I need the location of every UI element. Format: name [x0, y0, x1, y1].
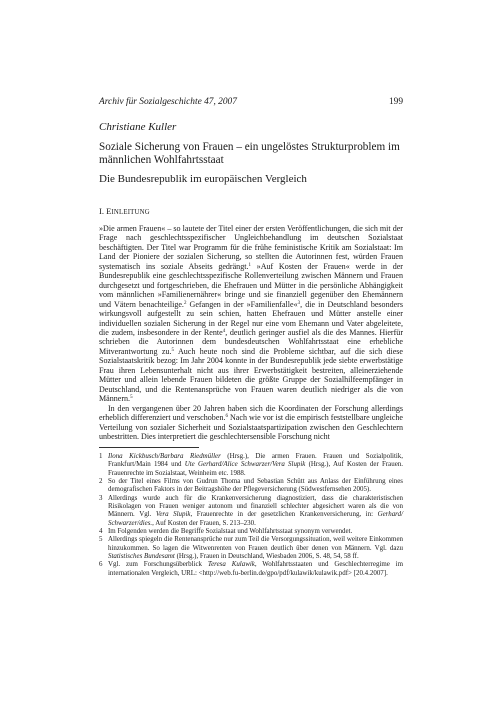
footnote-number: 5: [99, 535, 103, 544]
article-author: Christiane Kuller: [99, 121, 177, 133]
body-text: [99, 224, 403, 441]
footnote-ref-5[interactable]: 5: [171, 347, 175, 353]
footnote-6: [99, 560, 403, 577]
paragraph-1: [99, 224, 403, 404]
footnote-italic-text: Teresa Kulawik: [207, 560, 255, 569]
footnote-text: , Frauenrechte in der gesetzlichen Krankenversicherung, in:: [190, 510, 378, 519]
text-run: »Die armen Frauen« – so lautete der Titel einer der ersten Veröffentlichungen, die sich mit der Frage nach geschlechtsspezifischer Ungleichbehandlung im deutschen Sozialstaat beschäftigten. Der Titel war Programm für die frühe feministische Kritik am Sozialstaat: Im Land der Pioniere der sozialen Sicherung, so stellten die Autorinnen fest, würden Frauen systematisch ins soziale Abseits gedrängt.: [99, 224, 403, 271]
footnote-text: (Hrsg.), Die armen Frauen. Frauen und Sozialpolitik, Frankfurt/Main 1984 und: [108, 452, 404, 469]
footnotes: [99, 452, 403, 577]
footnote-ref-3[interactable]: 3: [297, 300, 301, 306]
footnote-text: Allerdings wurde auch für die Krankenversicherung diagnostiziert, dass die charakteristischen Risikolagen von Frauen weniger autonom und finanziell schlechter abgesichert waren als die von Männern. Vgl.: [108, 493, 403, 519]
footnote-2: [99, 477, 403, 494]
footnote-italic-text: Ilona Kickbusch/Barbara Riedmüller: [108, 452, 221, 460]
footnote-number: 2: [99, 477, 103, 486]
text-run: Nach wie vor ist die empirisch feststellbare ungleiche Verteilung von sozialer Sicherheit und Sozialstaatspartizipation zwischen den Geschlechtern unbestritten. Dies interpretiert die geschlechtersensible Forschung nicht: [99, 413, 403, 441]
journal-citation: Archiv für Sozialgeschichte 47, 2007: [99, 97, 237, 107]
running-head: [99, 96, 403, 108]
footnote-italic-text: Vera Slupik: [155, 510, 191, 519]
footnote-italic-text: Statistisches Bundesamt: [108, 552, 175, 561]
footnote-text: (Hrsg.), Auf Kosten der Frauen. Frauenrechte im Sozialstaat, Weinheim etc. 1988.: [108, 460, 404, 477]
section-heading: [99, 206, 150, 216]
footnote-number: 6: [99, 560, 103, 569]
footnote-1: [99, 452, 403, 477]
text-run: , die in Deutschland besonders wirkungsvoll aufgestellt zu sein schien, hatten Ehefrauen und Mütter anstelle einer individuellen sozialen Sicherung in der Regel nur eine vom Ehemann und Vater abgeleitete, die zudem, insbesondere in der Rente: [99, 299, 403, 337]
footnote-4: [99, 527, 403, 535]
section-title-initial: E: [106, 206, 112, 216]
footnote-text: , Wohlfahrtsstaaten und Geschlechterregime im internationalen Vergleich, URL: <http://web.fu-berlin.de/gpo/pdf/kulawik/kulawik.pdf> [20.4.2007].: [108, 560, 403, 577]
footnote-separator: [99, 447, 199, 448]
footnote-ref-6[interactable]: 6: [225, 414, 228, 420]
footnote-text: Allerdings spiegeln die Rentenansprüche nur zum Teil die Versorgungssituation, weil weitere Einkommen hinzukommen. So lagen die Witwenrenten von Frauen deutlich über denen von Männern. Vgl. dazu: [108, 535, 403, 552]
section-title-rest: INLEITUNG: [111, 209, 150, 216]
footnote-5: [99, 535, 403, 560]
footnote-ref-4[interactable]: 4: [222, 328, 226, 334]
text-run: , deutlich geringer ausfiel als die des Mannes. Hierfür schrieben die Autorinnen dem bundesdeutschen Wohlfahrtsstaat eine erhebliche Mitverantwortung zu.: [99, 327, 403, 356]
article-subtitle: Die Bundesrepublik im europäischen Vergleich: [99, 173, 307, 185]
footnote-text: (Hrsg.), Frauen in Deutschland, Wiesbaden 2006, S. 48, 54, 58 ff.: [174, 552, 359, 561]
footnote-text: Im Folgenden werden die Begriffe Sozialstaat und Wohlfahrtsstaat synonym verwendet.: [108, 527, 353, 536]
footnote-ref-2[interactable]: 2: [183, 300, 187, 306]
footnote-text: , Auf Kosten der Frauen, S. 213–230.: [152, 518, 256, 527]
footnote-italic-text: Ute Gerhard/Alice Schwarzer/Vera Slupik: [184, 460, 306, 469]
footnote-ref-5b[interactable]: 5: [130, 395, 133, 401]
article-title: Soziale Sicherung von Frauen – ein ungelöstes Strukturproblem im männlichen Wohlfahrtsstaat: [99, 141, 400, 166]
text-run: Auch heute noch sind die Probleme sichtbar, auf die sich diese Sozialstaatskritik bezog: Im Jahr 2004 konnte in der Bundesrepublik jede siebte erwerbstätige Frau ihren Lebensunterhalt nicht aus ihrer Erwerbstätigkeit bestreiten, alleinerziehende Mütter und allein lebende Frauen bildeten die größte Gruppe der Sozialhilfeempfänger in Deutschland, und die Rentenansprüche von Frauen waren deutlich niedriger als die von Männern.: [99, 346, 404, 404]
footnote-number: 3: [99, 493, 103, 502]
paragraph-2: [99, 404, 403, 442]
footnote-number: 4: [99, 527, 103, 536]
text-run: Gefangen in der »Familienfalle«: [186, 299, 298, 309]
footnote-ref-1[interactable]: 1: [248, 262, 251, 268]
text-run: »Auf Kosten der Frauen« werde in der Bundesrepublik eine geschlechtsspezifische Rollenverteilung zwischen Männern und Frauen durchgesetzt und fortgeschrieben, die Ehefrauen und Mütter in die persönliche Abhängigkeit vom männlichen »Familienernährer« bringe und sie finanziell gegenüber den Ehemännern und Vätern benachteilige.: [99, 261, 403, 309]
page-number: 199: [388, 97, 403, 107]
footnote-italic-text: Gerhard/ Schwarzer/dies.: [108, 510, 404, 527]
text-run: In den vergangenen über 20 Jahren haben sich die Koordinaten der Forschung allerdings erheblich differenziert und verschoben.: [99, 403, 403, 423]
footnote-text: Vgl. zum Forschungsüberblick: [108, 560, 208, 569]
footnote-text: So der Titel eines Films von Gudrun Thoma und Sebastian Schütt aus Anlass der Einführung eines demografischen Faktors in der Beitragshöhe der Pflegeversicherung (Südwestfernsehen 2005).: [108, 477, 403, 494]
footnote-3: [99, 494, 403, 527]
footnote-number: 1: [99, 452, 103, 460]
section-number: I.: [99, 206, 105, 216]
